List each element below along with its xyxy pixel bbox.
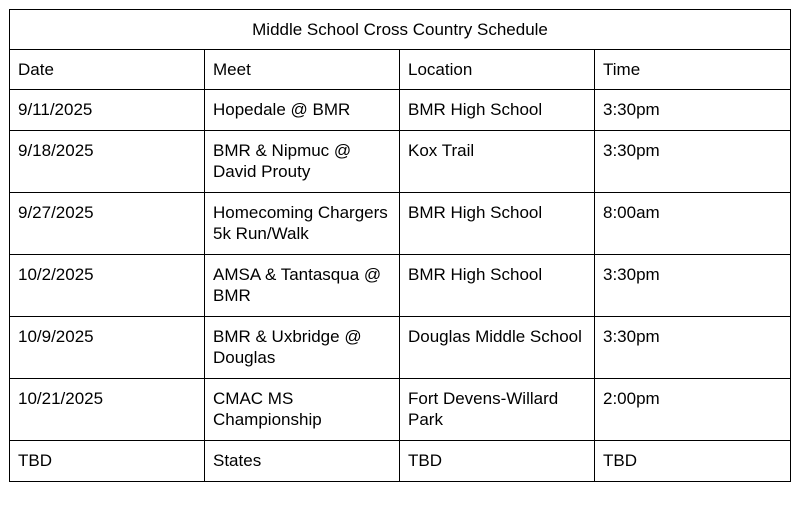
- cell-time: 3:30pm: [595, 131, 791, 193]
- table-row: [10, 441, 791, 482]
- table-row: [10, 131, 791, 193]
- cell-time: 3:30pm: [595, 317, 791, 379]
- cell-location: Fort Devens-Willard Park: [400, 379, 595, 441]
- cell-time: 8:00am: [595, 193, 791, 255]
- table-row: [10, 255, 791, 317]
- cell-time: 3:30pm: [595, 90, 791, 131]
- cell-date: 10/21/2025: [10, 379, 205, 441]
- header-row: [10, 50, 791, 90]
- cell-time: TBD: [595, 441, 791, 482]
- cell-meet: AMSA & Tantasqua @ BMR: [205, 255, 400, 317]
- cell-meet: BMR & Nipmuc @ David Prouty: [205, 131, 400, 193]
- cell-location: TBD: [400, 441, 595, 482]
- cell-meet: CMAC MS Championship: [205, 379, 400, 441]
- cell-location: BMR High School: [400, 90, 595, 131]
- cell-date: 9/18/2025: [10, 131, 205, 193]
- cell-location: BMR High School: [400, 255, 595, 317]
- cell-date: 10/9/2025: [10, 317, 205, 379]
- table-row: [10, 90, 791, 131]
- cell-date: 9/11/2025: [10, 90, 205, 131]
- header-meet: Meet: [205, 50, 400, 90]
- cell-date: TBD: [10, 441, 205, 482]
- table-title: Middle School Cross Country Schedule: [10, 10, 791, 50]
- cell-location: Douglas Middle School: [400, 317, 595, 379]
- cell-time: 3:30pm: [595, 255, 791, 317]
- schedule-table: [9, 9, 791, 482]
- title-row: [10, 10, 791, 50]
- header-date: Date: [10, 50, 205, 90]
- header-time: Time: [595, 50, 791, 90]
- header-location: Location: [400, 50, 595, 90]
- cell-meet: BMR & Uxbridge @ Douglas: [205, 317, 400, 379]
- cell-date: 10/2/2025: [10, 255, 205, 317]
- table-row: [10, 317, 791, 379]
- cell-time: 2:00pm: [595, 379, 791, 441]
- cell-location: BMR High School: [400, 193, 595, 255]
- cell-date: 9/27/2025: [10, 193, 205, 255]
- cell-meet: Homecoming Chargers 5k Run/Walk: [205, 193, 400, 255]
- table-row: [10, 193, 791, 255]
- cell-location: Kox Trail: [400, 131, 595, 193]
- cell-meet: Hopedale @ BMR: [205, 90, 400, 131]
- table-row: [10, 379, 791, 441]
- cell-meet: States: [205, 441, 400, 482]
